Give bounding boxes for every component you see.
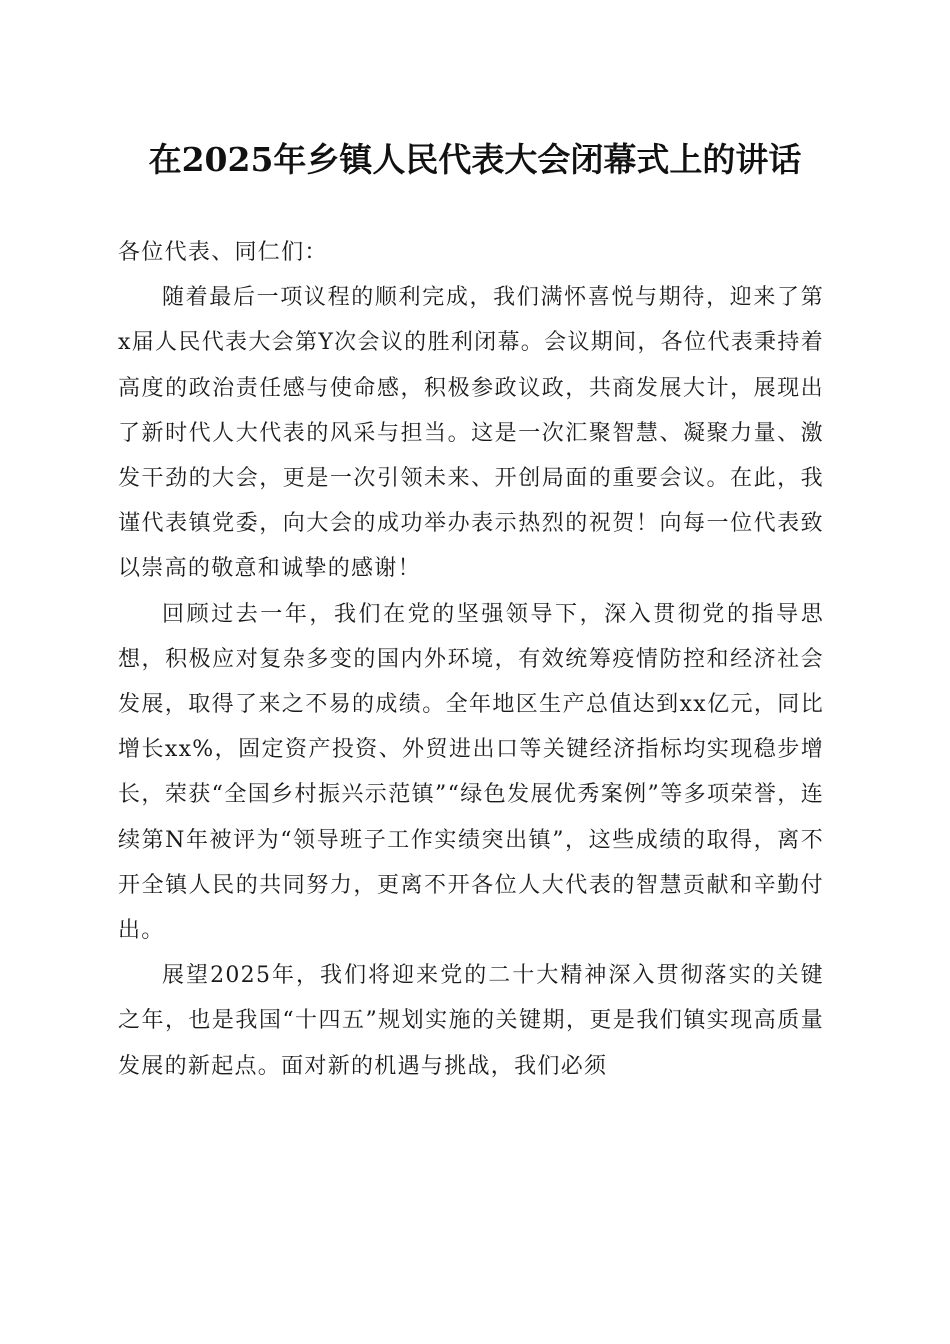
document-body [118,230,824,1089]
salutation: 各位代表、同仁们： [118,240,328,265]
document-title: 在2025年乡镇人民代表大会闭幕式上的讲话 [148,140,802,179]
paragraph-review: 回顾过去一年，我们在党的坚强领导下，深入贯彻党的指导思想，积极应对复杂多变的国内外环境，有效统筹疫情防控和经济社会发展，取得了来之不易的成绩。全年地区生产总值达到xx亿元，同比增长xx%，固定资产投资、外贸进出口等关键经济指标均实现稳步增长，荣获“全国乡村振兴示范镇”“绿色发展优秀案例”等多项荣誉，连续第N年被评为“领导班子工作实绩突出镇”，这些成绩的取得，离不开全镇人民的共同努力，更离不开各位人大代表的智慧贡献和辛勤付出。 [118,601,824,944]
paragraph-opening: 随着最后一项议程的顺利完成，我们满怀喜悦与期待，迎来了第x届人民代表大会第Y次会议的胜利闭幕。会议期间，各位代表秉持着高度的政治责任感与使命感，积极参政议政，共商发展大计，展现出了新时代人大代表的风采与担当。这是一次汇聚智慧、凝聚力量、激发干劲的大会，更是一次引领未来、开创局面的重要会议。在此，我谨代表镇党委，向大会的成功举办表示热烈的祝贺！向每一位代表致以崇高的敬意和诚挚的感谢！ [118,285,824,582]
paragraph-outlook: 展望2025年，我们将迎来党的二十大精神深入贯彻落实的关键之年，也是我国“十四五”规划实施的关键期，更是我们镇实现高质量发展的新起点。面对新的机遇与挑战，我们必须 [118,963,824,1079]
